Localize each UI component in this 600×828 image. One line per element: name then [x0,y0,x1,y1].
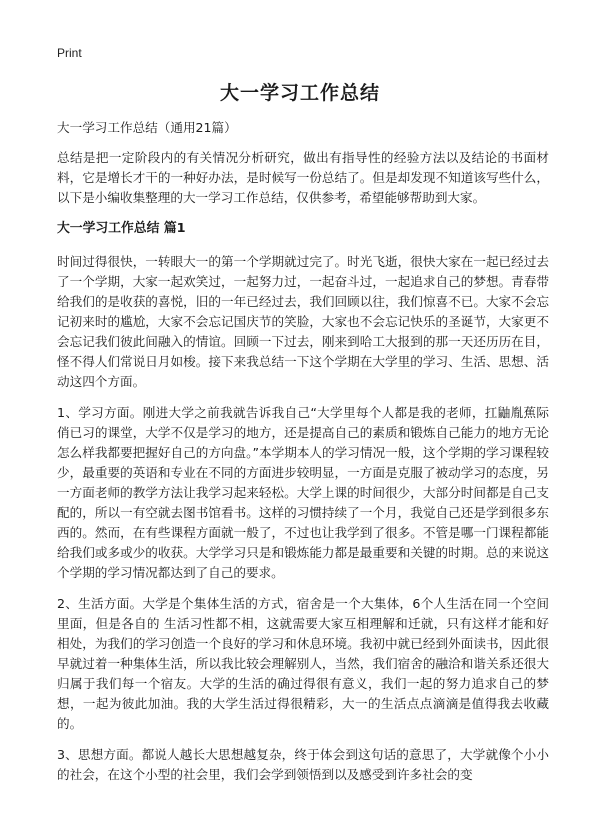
body-paragraph-1: 时间过得很快，一转眼大一的第一个学期就过完了。时光飞逝，很快大家在一起已经过去了一个学期，大家一起欢笑过，一起努力过，一起奋斗过，一起追求自己的梦想。青春带给我们的是收获的喜悦，旧的一年已经过去，我们回顾以往，我们惊喜不已。大家不会忘记初来时的尴尬，大家不会忘记国庆节的笑脸，大家也不会忘记快乐的圣诞节，大家更不会忘记我们彼此间融入的情谊。回顾一下过去，刚来到哈工大报到的那一天还历历在目，怪不得人们常说日月如梭。接下来我总结一下这个学期在大学里的学习、生活、思想、活动这四个方面。 [57,254,549,389]
intro-paragraph: 总结是把一定阶段内的有关情况分析研究，做出有指导性的经验方法以及结论的书面材料，它是增长才干的一种好办法，是时候写一份总结了。但是却发现不知道该写些什么，以下是小编收集整理的大一学习工作总结，仅供参考，希望能够帮助到大家。 [57,150,549,205]
body-paragraph-4: 3、思想方面。都说人越长大思想越复杂，终于体会到这句话的意思了，大学就像个小小的社会，在这个小型的社会里，我们会学到领悟到以及感受到许多社会的变 [57,747,549,782]
document-title: 大一学习工作总结 [219,82,380,104]
print-link[interactable]: Print [57,46,82,60]
document-body [57,118,549,796]
document-subtitle: 大一学习工作总结（通用21篇） [57,120,237,135]
body-paragraph-3: 2、生活方面。大学是个集体生活的方式，宿舍是一个大集体，6个人生活在同一个空间里面，但是各自的 生活习性都不相，这就需要大家互相理解和迁就，只有这样才能和好相处，为我们的学习创造一个良好的学习和休息环境。我初中就已经到外面读书，因此很早就过着一种集体生活，所以我比较会理解别人，当然，我们宿舍的融洽和谐关系还很大归属于我们每一个宿友。大学的生活的确过得很有意义，我们一起的努力追求自己的梦想，一起为彼此加油。我的大学生活过得很精彩，大一的生活点点滴滴是值得我去收藏的。 [57,596,549,731]
section-heading: 大一学习工作总结 篇1 [57,221,186,236]
body-paragraph-2: 1、学习方面。刚进大学之前我就告诉我自己“大学里每个人都是我的老师，扛鼬胤蕉际俏已习的课堂，大学不仅是学习的地方，还是提高自己的素质和锻炼自己能力的地方无论怎么样我都要把握好自己的方向盘。”本学期本人的学习情况一般，这个学期的学习课程较少，最重要的英语和专业在不同的方面进步较明显，一方面是克服了被动学习的态度，另一方面老师的教学方法让我学习起来轻松。大学上课的时间很少，大部分时间都是自己支配的，所以一有空就去图书馆看书。这样的习惯持续了一个月，我觉自己还是学到很多东西的。然而，在有些课程方面就一般了，不过也让我学到了很多。不管是哪一门课程都能给我们或多或少的收获。大学学习只是和锻炼能力都是最重要和关键的时期。总的来说这个学期的学习情况都达到了自己的要求。 [57,405,549,580]
